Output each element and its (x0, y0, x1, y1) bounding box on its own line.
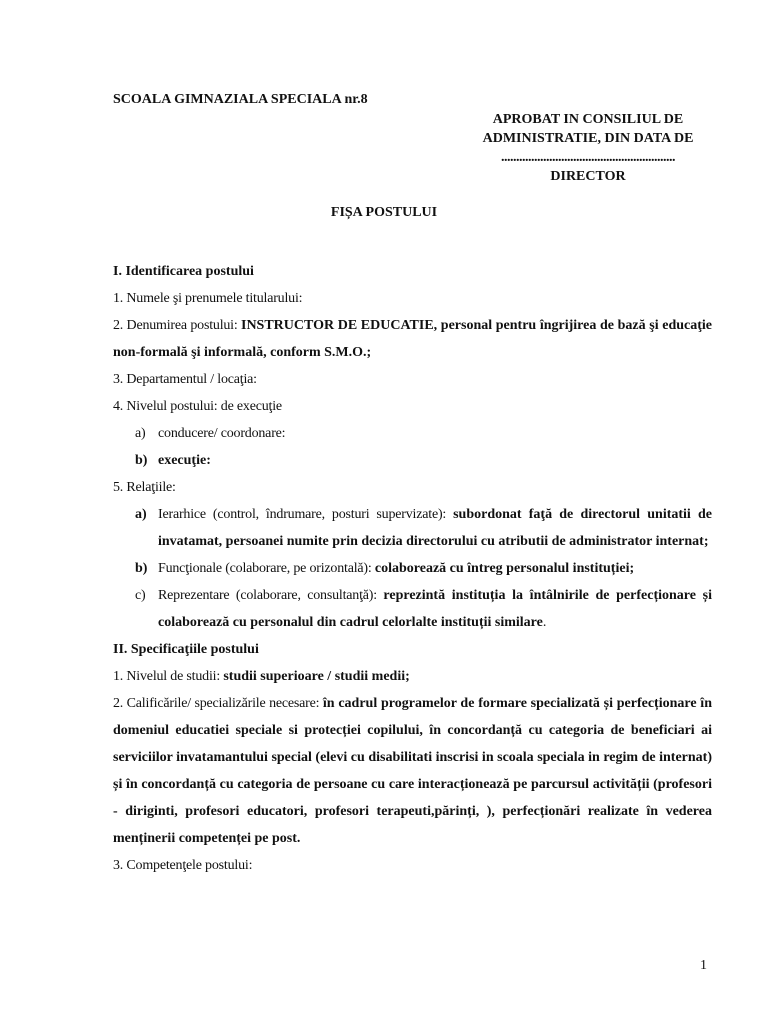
relation-hierarchical-label: Ierarhice (control, îndrumare, posturi supervizate): (158, 507, 454, 522)
list-item (113, 501, 712, 555)
section-heading-specifications: II. Specificaţiile postului (113, 642, 259, 657)
item-education-level-value: studii superioare / studii medii; (223, 669, 410, 684)
relation-representation-label: Reprezentare (colaborare, consultanţă): (158, 588, 384, 603)
job-level-management: conducere/ coordonare: (158, 426, 286, 441)
item-education-level-label: 1. Nivelul de studii: (113, 669, 224, 684)
list-item (113, 447, 712, 474)
item-education-level (113, 663, 712, 690)
list-marker: b) (135, 453, 148, 468)
item-holder-name: 1. Numele şi prenumele titularului: (113, 291, 303, 306)
relation-representation-end: . (542, 615, 547, 630)
relation-functional-label: Funcţionale (colaborare, pe orizontală): (158, 561, 375, 576)
item-qualifications-label: 2. Calificările/ specializările necesare: (113, 696, 323, 711)
document-title: FIȘA POSTULUI (330, 205, 438, 220)
page-number: 1 (700, 958, 707, 973)
section-heading-identification: I. Identificarea postului (113, 264, 254, 279)
approval-line-1: APROBAT IN CONSILIUL DE (492, 112, 684, 127)
list-item (113, 582, 712, 636)
list-marker: b) (135, 561, 148, 576)
approval-block (470, 110, 706, 186)
relation-functional-value: colaborează cu întreg personalul instituției; (374, 561, 635, 576)
list-marker: c) (135, 588, 146, 603)
list-item (113, 420, 712, 447)
list-marker: a) (135, 426, 146, 441)
approval-line-2: ADMINISTRATIE, DIN DATA DE (482, 131, 694, 146)
document-body (113, 258, 712, 879)
item-job-title-value: INSTRUCTOR DE EDUCATIE, personal pentru îngrijirea de bază şi educaţie non-formală şi informală, conform S.M.O.; (113, 318, 712, 360)
item-qualifications (113, 690, 712, 852)
item-department: 3. Departamentul / locaţia: (113, 372, 257, 387)
item-job-title-label: 2. Denumirea postului: (113, 318, 241, 333)
relations-list (113, 501, 712, 636)
relation-hierarchical-value: subordonat faţă de directorul unitatii de invatamat, persoanei numite prin decizia directorului cu atributii de administrator internat; (158, 507, 712, 549)
list-marker: a) (135, 507, 147, 522)
school-name: SCOALA GIMNAZIALA SPECIALA nr.8 (113, 92, 368, 107)
approval-date-dots: .......................................................... (501, 150, 675, 165)
item-job-title (113, 312, 712, 366)
item-competences: 3. Competenţele postului: (113, 858, 253, 873)
item-qualifications-value: în cadrul programelor de formare specializată și perfecționare în domeniul educatiei speciale si protecției copilului, în concordanță cu categoria de beneficiari ai serviciilor invatamantului special (elevi cu disabilitati inscrisi in scoala speciala in regim de internat) și în concordanță cu categoria de persoane cu care interacționează pe parcursul activității (profesori - diriginti, profesori educatori, profesori terapeuti,părinți, ), perfecționări realizate în vederea menținerii competenței pe post. (113, 696, 712, 846)
job-level-list (113, 420, 712, 474)
job-level-execution: execuţie: (158, 453, 211, 468)
list-item (113, 555, 712, 582)
relation-representation-value: reprezintă instituția la întâlnirile de perfecționare și colaborează cu personalul din cadrul celorlalte instituții similare (158, 588, 712, 630)
approval-director: DIRECTOR (550, 169, 626, 184)
item-relations: 5. Relaţiile: (113, 480, 176, 495)
item-job-level: 4. Nivelul postului: de execuţie (113, 399, 282, 414)
